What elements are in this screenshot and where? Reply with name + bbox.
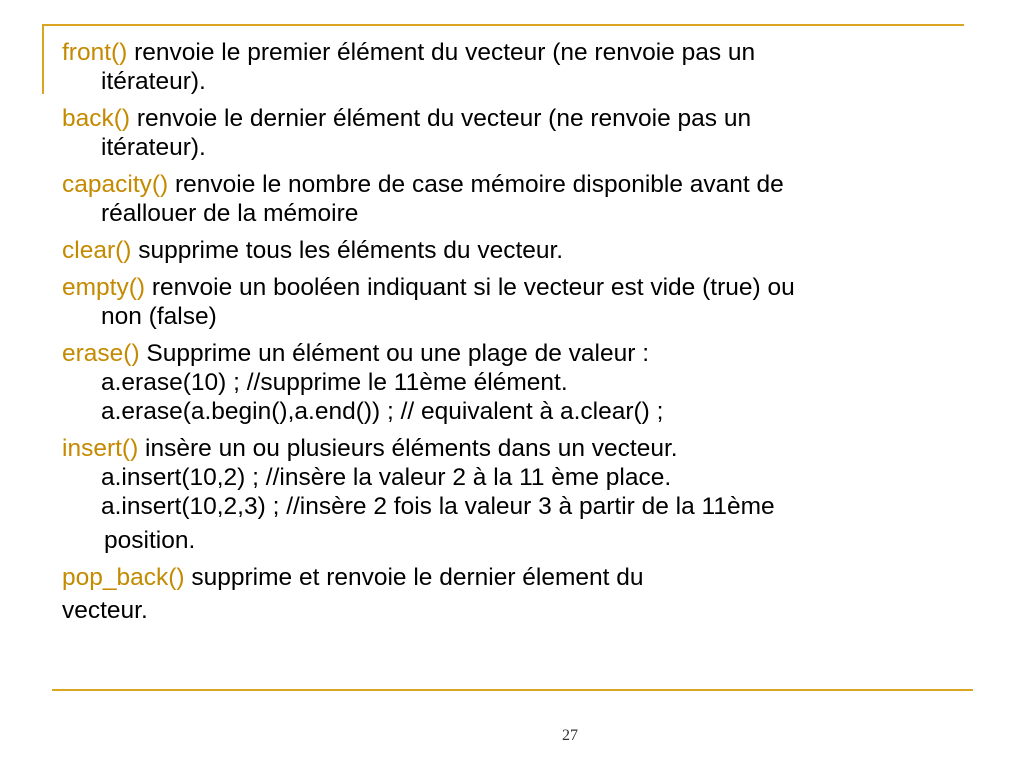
description: Supprime un élément ou une plage de valeur :: [139, 340, 650, 367]
description: renvoie le nombre de case mémoire disponible avant de: [168, 171, 784, 198]
bottom-rule: [52, 689, 973, 691]
page-number: 27: [562, 727, 578, 744]
description: renvoie le dernier élément du vecteur (ne renvoie pas un: [130, 105, 752, 132]
entry-line: [62, 170, 967, 199]
description: supprime tous les éléments du vecteur.: [131, 237, 564, 264]
continuation-line: réallouer de la mémoire: [101, 200, 359, 227]
keyword-erase: erase(): [62, 340, 140, 367]
slide-body: [62, 38, 967, 633]
entry-back: [62, 104, 967, 162]
description: renvoie un booléen indiquant si le vecteur est vide (true) ou: [145, 274, 795, 301]
code-example-line: a.insert(10,2) ; //insère la valeur 2 à la 11 ème place.: [101, 464, 672, 491]
entry-line: [62, 339, 967, 368]
keyword-insert: insert(): [62, 435, 139, 462]
code-example-line: a.erase(a.begin(),a.end()) ; // equivalent à a.clear() ;: [101, 398, 664, 425]
continuation-line: itérateur).: [101, 134, 206, 161]
entry-capacity: [62, 170, 967, 228]
entry-line: [62, 563, 967, 592]
description: insère un ou plusieurs éléments dans un vecteur.: [138, 435, 678, 462]
continuation-line: position.: [104, 527, 196, 554]
description: renvoie le premier élément du vecteur (ne renvoie pas un: [127, 39, 756, 66]
continuation-line: vecteur.: [62, 597, 148, 624]
description: supprime et renvoie le dernier élement du: [184, 564, 644, 591]
entry-line: [62, 434, 967, 463]
entry-front: [62, 38, 967, 96]
keyword-front: front(): [62, 39, 128, 66]
keyword-clear: clear(): [62, 237, 132, 264]
entry-line: [62, 38, 967, 67]
code-example-line: a.insert(10,2,3) ; //insère 2 fois la valeur 3 à partir de la 11ème: [101, 493, 775, 520]
continuation-line: non (false): [101, 303, 217, 330]
keyword-back: back(): [62, 105, 131, 132]
code-example-line: a.erase(10) ; //supprime le 11ème élément.: [101, 369, 568, 396]
continuation-line: itérateur).: [101, 68, 206, 95]
entry-clear: [62, 236, 967, 265]
entry-line: [62, 236, 967, 265]
top-rule: [42, 24, 964, 26]
entry-pop-back: [62, 563, 967, 625]
keyword-empty: empty(): [62, 274, 146, 301]
keyword-pop-back: pop_back(): [62, 564, 185, 591]
entry-line: [62, 104, 967, 133]
keyword-capacity: capacity(): [62, 171, 169, 198]
entry-empty: [62, 273, 967, 331]
entry-erase: [62, 339, 967, 426]
entry-line: [62, 273, 967, 302]
left-rule: [42, 24, 44, 94]
entry-insert: [62, 434, 967, 555]
